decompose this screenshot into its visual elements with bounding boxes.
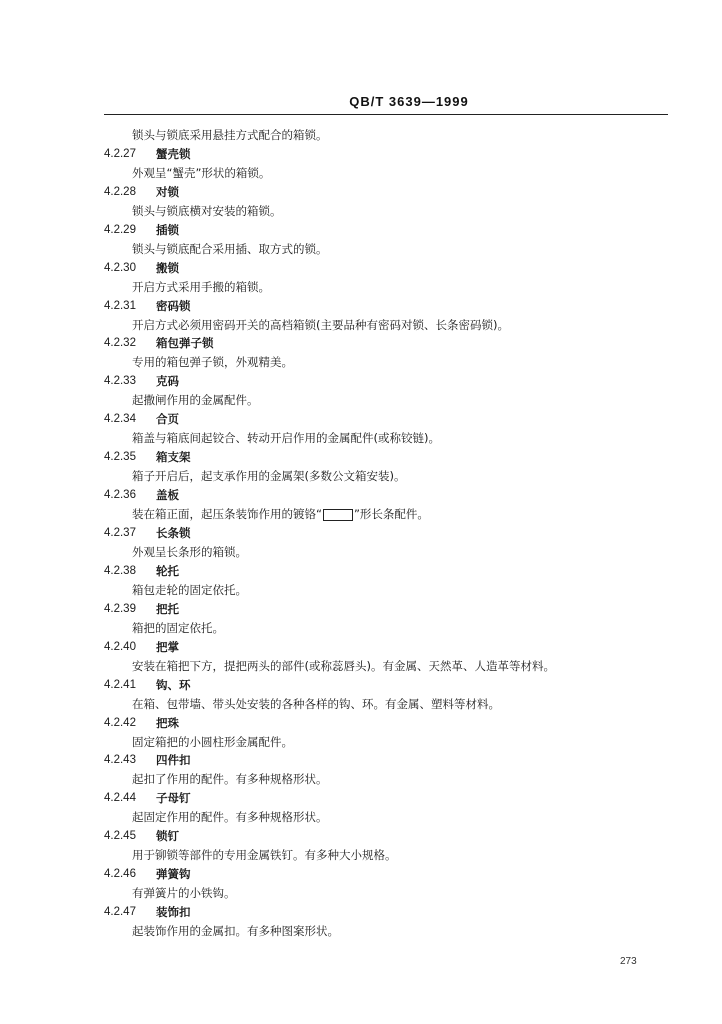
term-heading	[104, 600, 664, 619]
term-heading	[104, 865, 664, 884]
standard-number: QB/T 3639—1999	[349, 94, 469, 109]
term-name: 把珠	[156, 715, 179, 730]
term-name: 箱包弹子锁	[156, 336, 214, 351]
clause-number: 4.2.34	[104, 413, 136, 426]
term-heading	[104, 827, 664, 846]
term-heading	[104, 524, 664, 543]
term-name: 长条锁	[156, 526, 191, 541]
header-rule	[104, 114, 668, 115]
clause-number: 4.2.39	[104, 602, 136, 615]
term-heading	[104, 145, 664, 164]
clause-number: 4.2.43	[104, 754, 136, 767]
term-heading	[104, 221, 664, 240]
term-name: 箱支架	[156, 450, 191, 465]
term-heading	[104, 676, 664, 695]
term-name: 插锁	[156, 222, 179, 237]
term-heading	[104, 903, 664, 922]
term-definition: 锁头与锁底配合采用插、取方式的锁。	[132, 241, 328, 256]
term-heading	[104, 183, 664, 202]
term-definition: 在箱、包带墙、带头处安装的各种各样的钩、环。有金属、塑料等材料。	[132, 696, 500, 711]
page-number: 273	[620, 956, 637, 967]
term-definition: 箱把的固定依托。	[132, 620, 224, 635]
term-definition: 外观呈“蟹壳”形状的箱锁。	[132, 165, 271, 180]
term-definition: 安装在箱把下方，提把两头的部件(或称蕊唇头)。有金属、天然革、人造革等材料。	[132, 658, 555, 673]
term-heading	[104, 297, 664, 316]
term-name: 合页	[156, 412, 179, 427]
term-heading	[104, 789, 664, 808]
clause-number: 4.2.28	[104, 185, 136, 198]
clause-number: 4.2.35	[104, 451, 136, 464]
term-definition: 箱盖与箱底间起铰合、转动开启作用的金属配件(或称铰链)。	[132, 431, 440, 446]
term-heading	[104, 259, 664, 278]
term-name: 弹簧钩	[156, 867, 191, 882]
page-header	[0, 94, 722, 109]
term-definition: 开启方式采用手搬的箱锁。	[132, 279, 270, 294]
term-name: 子母钉	[156, 791, 191, 806]
clause-number: 4.2.30	[104, 261, 136, 274]
definition-text-after: ”形长条配件。	[353, 507, 429, 522]
term-definition: 专用的箱包弹子锁，外观精美。	[132, 355, 293, 370]
term-definition: 箱包走轮的固定依托。	[132, 582, 247, 597]
term-definition: 开启方式必须用密码开关的高档箱锁(主要品种有密码对锁、长条密码锁)。	[132, 317, 509, 332]
term-name: 克码	[156, 374, 179, 389]
term-list	[104, 145, 664, 941]
term-heading	[104, 486, 664, 505]
definition-text-before: 装在箱正面，起压条装饰作用的镀铬“	[132, 507, 322, 522]
term-name: 把掌	[156, 639, 179, 654]
term-heading	[104, 372, 664, 391]
clause-number: 4.2.38	[104, 564, 136, 577]
clause-number: 4.2.47	[104, 906, 136, 919]
clause-number: 4.2.46	[104, 868, 136, 881]
clause-number: 4.2.45	[104, 830, 136, 843]
term-heading	[104, 562, 664, 581]
term-heading	[104, 714, 664, 733]
term-name: 盖板	[156, 488, 179, 503]
clause-number: 4.2.27	[104, 147, 136, 160]
term-definition: 固定箱把的小圆柱形金属配件。	[132, 734, 293, 749]
term-heading	[104, 448, 664, 467]
term-name: 四件扣	[156, 753, 191, 768]
term-name: 蟹壳锁	[156, 146, 191, 161]
term-definition: 起撒闸作用的金属配件。	[132, 393, 259, 408]
term-name: 密码锁	[156, 298, 191, 313]
term-name: 搬锁	[156, 260, 179, 275]
clause-number: 4.2.33	[104, 375, 136, 388]
clause-number: 4.2.31	[104, 299, 136, 312]
term-name: 钩、环	[156, 677, 191, 692]
term-heading	[104, 334, 664, 353]
term-name: 把托	[156, 601, 179, 616]
clause-number: 4.2.42	[104, 716, 136, 729]
term-name: 轮托	[156, 563, 179, 578]
term-name: 装饰扣	[156, 905, 191, 920]
intro-line: 锁头与锁底采用悬挂方式配合的箱锁。	[132, 128, 328, 142]
clause-number: 4.2.32	[104, 337, 136, 350]
clause-number: 4.2.29	[104, 223, 136, 236]
clause-number: 4.2.40	[104, 640, 136, 653]
document-body	[104, 126, 664, 941]
term-heading	[104, 751, 664, 770]
frame-shape-symbol	[323, 509, 353, 521]
clause-number: 4.2.41	[104, 678, 136, 691]
term-name: 对锁	[156, 184, 179, 199]
term-definition: 有弹簧片的小铁钩。	[132, 886, 236, 901]
term-definition: 锁头与锁底横对安装的箱锁。	[132, 203, 282, 218]
term-definition: 用于铆锁等部件的专用金属铁钉。有多种大小规格。	[132, 848, 397, 863]
term-definition: 外观呈长条形的箱锁。	[132, 544, 247, 559]
clause-number: 4.2.37	[104, 527, 136, 540]
term-definition: 起扣了作用的配件。有多种规格形状。	[132, 772, 328, 787]
clause-number: 4.2.36	[104, 489, 136, 502]
term-heading	[104, 638, 664, 657]
term-heading	[104, 410, 664, 429]
term-definition	[104, 505, 664, 524]
term-name: 锁钉	[156, 829, 179, 844]
term-definition: 起装饰作用的金属扣。有多种图案形状。	[132, 924, 339, 939]
term-definition: 箱子开启后，起支承作用的金属架(多数公文箱安装)。	[132, 469, 406, 484]
clause-number: 4.2.44	[104, 792, 136, 805]
term-definition: 起固定作用的配件。有多种规格形状。	[132, 810, 328, 825]
